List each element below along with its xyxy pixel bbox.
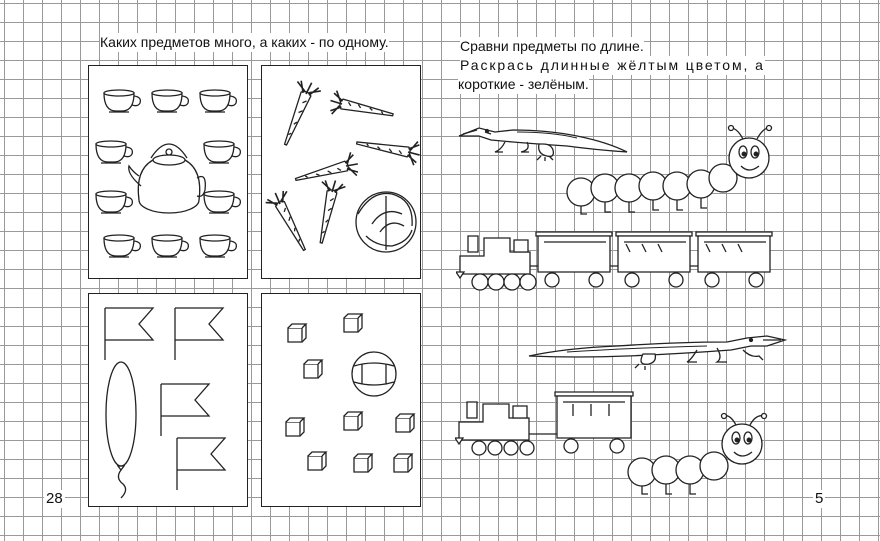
cabbage-icon <box>356 192 416 252</box>
ball-icon <box>352 352 396 396</box>
right-task-line-1: Сравни предметы по длине. <box>460 38 644 54</box>
train-icon <box>455 390 637 456</box>
balloon-icon <box>106 362 136 498</box>
panel-carrots-cabbage <box>261 65 421 279</box>
right-task-line-3: короткие - зелёным. <box>458 76 589 92</box>
panel-cups-kettle <box>88 65 248 279</box>
panel-cubes-ball <box>261 293 421 507</box>
right-page-number: 5 <box>815 490 824 507</box>
crocodile-icon <box>527 328 789 370</box>
panel-flags-balloon <box>88 293 248 507</box>
train-icon <box>456 226 796 292</box>
caterpillar-icon <box>626 412 776 502</box>
kettle-icon <box>129 144 206 213</box>
left-task-title: Каких предметов много, а каких - по одному. <box>100 34 389 50</box>
right-task-line-2: Раскрась длинные жёлтым цветом, а <box>460 57 765 73</box>
caterpillar-icon <box>563 124 785 220</box>
cube-icon <box>286 314 414 472</box>
left-page-number: 28 <box>46 490 63 507</box>
